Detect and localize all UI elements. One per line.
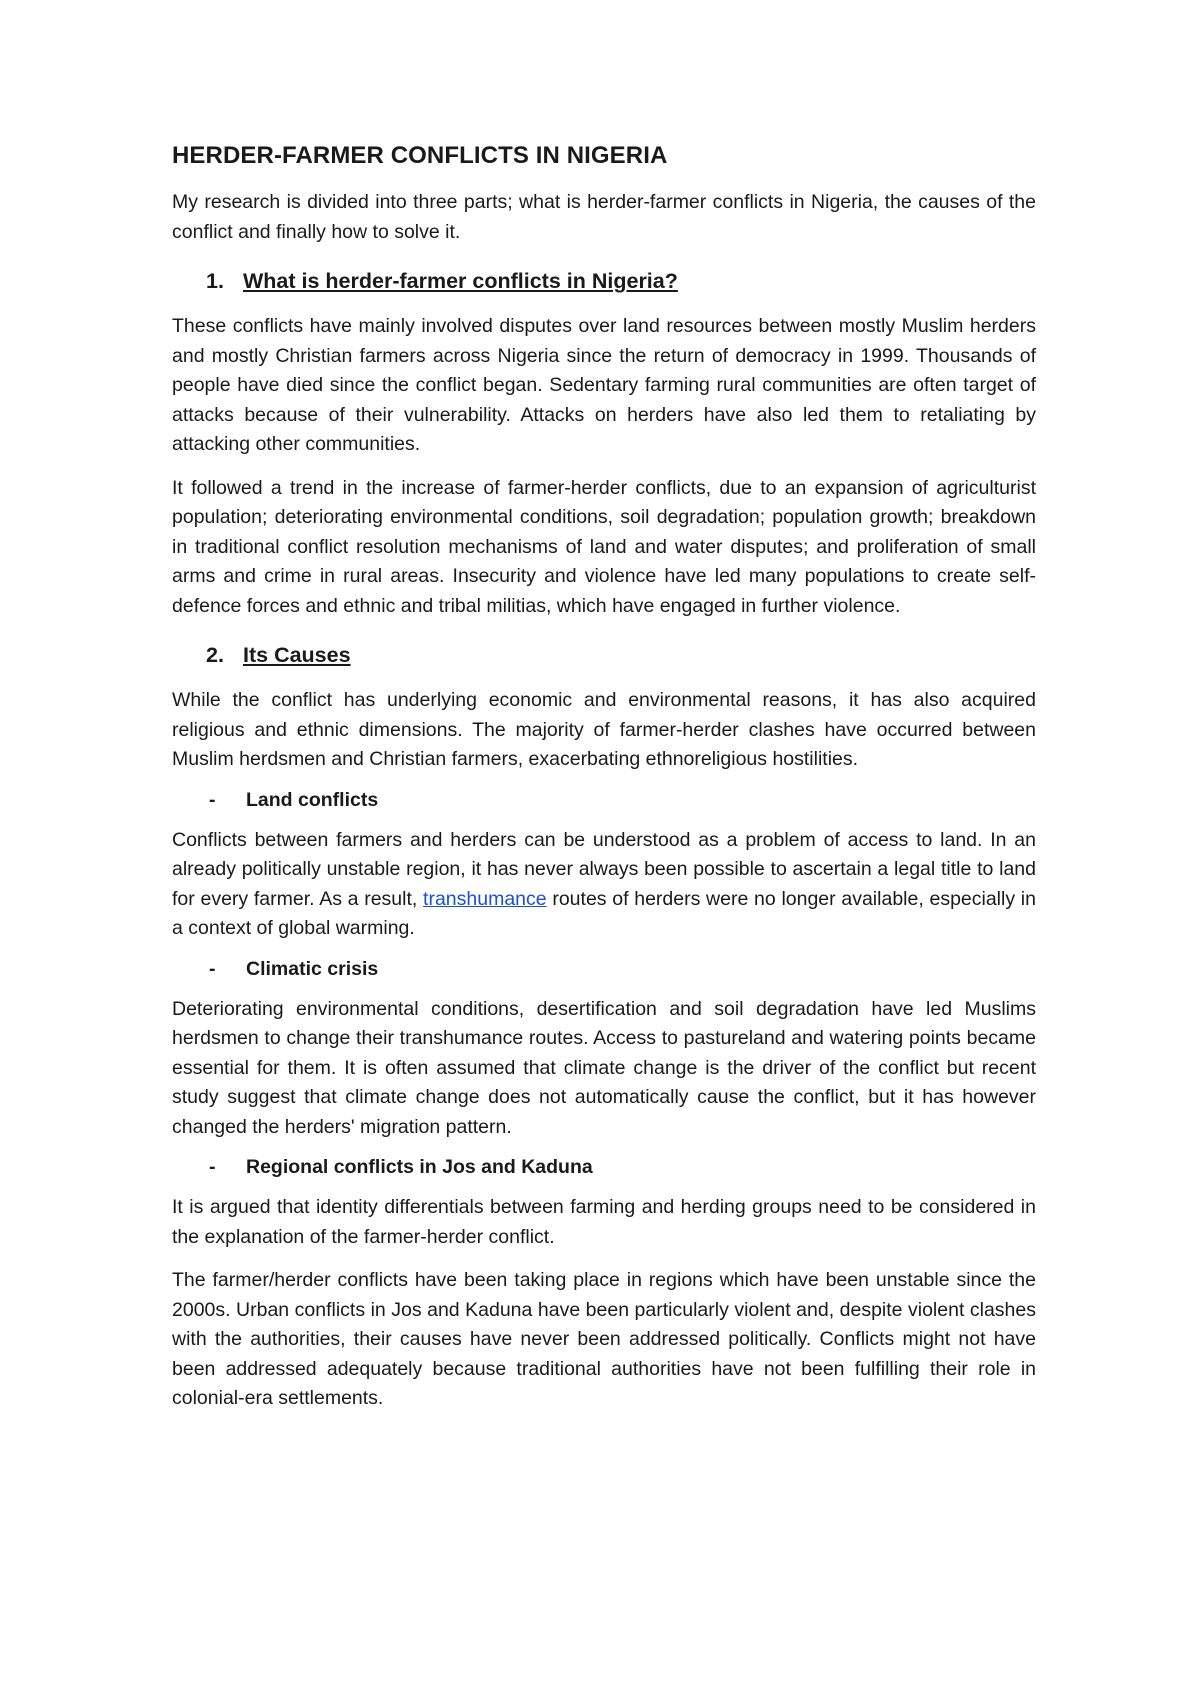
bullet-dash: -	[209, 957, 216, 980]
land-conflicts-paragraph	[172, 826, 1036, 944]
subheading-land-conflicts	[209, 789, 1036, 812]
section-1-number: 1.	[206, 269, 224, 293]
regional-paragraph-1: It is argued that identity differentials between farming and herding groups need to be considered in the explanation of the farmer-herder conflict.	[172, 1196, 1036, 1248]
subheading-land-conflicts-text: Land conflicts	[246, 788, 379, 811]
section-1-paragraph-2: It followed a trend in the increase of farmer-herder conflicts, due to an expansion of agriculturist population; deteriorating environmental conditions, soil degradation; population growth; breakdown in traditional conflict resolution mechanisms of land and water disputes; and proliferation of small arms and crime in rural areas. Insecurity and violence have led many populations to create self-defence forces and ethnic and tribal militias, which have engaged in further violence.	[172, 476, 1036, 617]
section-2-paragraph-1: While the conflict has underlying economic and environmental reasons, it has also acquired religious and ethnic dimensions. The majority of farmer-herder clashes have occurred between Muslim herdsmen and Christian farmers, exacerbating ethnoreligious hostilities.	[172, 689, 1036, 770]
intro-paragraph: My research is divided into three parts; what is herder-farmer conflicts in Nigeria, the causes of the conflict and finally how to solve it.	[172, 191, 1036, 243]
subheading-regional-conflicts	[209, 1156, 1036, 1179]
climatic-crisis-paragraph: Deteriorating environmental conditions, desertification and soil degradation have led Muslims herdsmen to change their transhumance routes. Access to pastureland and watering points became essential for them. It is often assumed that climate change is the driver of the conflict but recent study suggest that climate change does not automatically cause the conflict, but it has however changed the herders' migration pattern.	[172, 997, 1036, 1138]
bullet-dash: -	[209, 1156, 216, 1178]
subheading-climatic-crisis	[209, 958, 1036, 981]
regional-paragraph-2: The farmer/herder conflicts have been taking place in regions which have been unstable since the 2000s. Urban conflicts in Jos and Kaduna have been particularly violent and, despite violent clashes with the authorities, their causes have never been addressed politically. Conflicts might not have been addressed adequately because traditional authorities have not been fulfilling their role in colonial-era settlements.	[172, 1269, 1036, 1409]
section-2-heading	[206, 643, 1036, 668]
land-text-after: routes of herders were no longer available, especially in a context of global warming.	[172, 887, 1036, 939]
section-2-title: Its Causes	[243, 643, 351, 667]
transhumance-link[interactable]: transhumance	[423, 887, 547, 910]
section-1-title: What is herder-farmer conflicts in Nigeria?	[243, 269, 678, 293]
subheading-regional-conflicts-text: Regional conflicts in Jos and Kaduna	[246, 1156, 593, 1178]
land-text-before: Conflicts between farmers and herders can be understood as a problem of access to land. In an already politically unstable region, it has never always been possible to ascertain a legal title to land for every farmer. As a result,	[172, 828, 1036, 910]
bullet-dash: -	[209, 788, 216, 811]
section-1-heading	[206, 269, 1036, 294]
subheading-climatic-crisis-text: Climatic crisis	[246, 957, 379, 980]
section-1-paragraph-1: These conflicts have mainly involved disputes over land resources between mostly Muslim herders and mostly Christian farmers across Nigeria since the return of democracy in 1999. Thousands of people have died since the conflict began. Sedentary farming rural communities are often target of attacks because of their vulnerability. Attacks on herders have also led them to retaliating by attacking other communities.	[172, 315, 1036, 455]
document-title: HERDER-FARMER CONFLICTS IN NIGERIA	[172, 142, 668, 169]
section-2-number: 2.	[206, 643, 224, 667]
